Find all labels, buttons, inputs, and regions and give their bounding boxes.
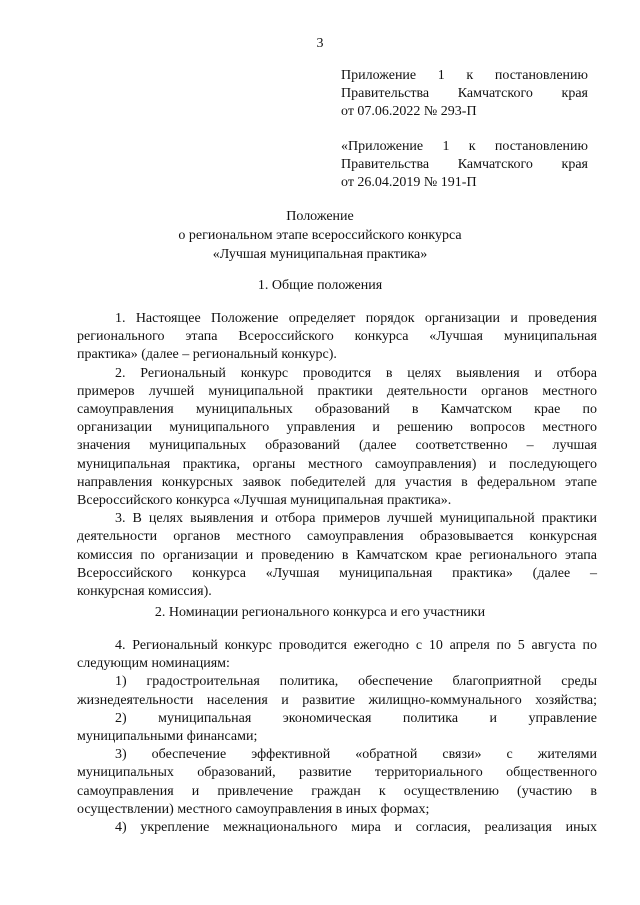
section-heading-general: 1. Общие положения [257,278,383,293]
appendix-line: Правительства Камчатского края [341,157,588,172]
paragraph-line: регионального этапа Всероссийского конкурса «Лучшая муниципальная [77,329,597,345]
appendix-line: Приложение 1 к постановлению [341,68,588,83]
appendix-line: от 26.04.2019 № 191-П [341,175,477,190]
document-title [0,207,640,264]
appendix-line: Правительства Камчатского края [341,86,588,101]
paragraph-line: муниципальных образований, развитие территориального общественного [77,765,597,781]
paragraph-line: 4) укрепление межнационального мира и согласия, реализация иных [115,820,597,836]
paragraph-line: деятельности органов местного самоуправления образовывается конкурсная [77,529,597,545]
section-general-body [77,310,597,601]
paragraph-line: организации муниципального управления и решению вопросов местного [77,420,597,436]
paragraph-line: 1. Настоящее Положение определяет порядок организации и проведения [115,311,597,326]
paragraph-line: Всероссийского конкурса «Лучшая муниципальная практика». [77,493,452,509]
paragraph-line: самоуправления и привлечение граждан к осуществлению (участию в [77,783,597,799]
section-heading-nominations: 2. Номинации регионального конкурса и его участники [154,605,486,620]
paragraph-line: практика» (далее – региональный конкурс). [77,347,337,363]
paragraph-line: комиссия по организации и проведению в Камчатском крае регионального этапа [77,547,597,563]
section-nominations-body [77,637,597,837]
paragraph-line: жизнедеятельности населения и развитие жилищно-коммунального хозяйства; [77,692,597,708]
paragraph-line: следующим номинациям: [77,656,230,672]
appendix-line: «Приложение 1 к постановлению [341,139,588,154]
title-line: «Лучшая муниципальная практика» [212,247,428,262]
paragraph-line: муниципальная практика, органы местного самоуправления) и последующего [77,456,597,472]
paragraph-line: примеров лучшей муниципальной практики деятельности органов местного [77,383,597,399]
paragraph-line: 3. В целях выявления и отбора примеров лучшей муниципальной практики [115,511,597,527]
paragraph-line: самоуправления муниципальных образований в Камчатском крае по [77,402,597,418]
appendix-block-previous [341,138,588,192]
paragraph-line: осуществлении) местного самоуправления в иных формах; [77,801,430,817]
paragraph-line: направления конкурсных заявок победителей для участия в федеральном этапе [77,474,597,490]
paragraph-line: 4. Региональный конкурс проводится ежегодно с 10 апреля по 5 августа по [115,638,597,653]
paragraph-line: 2. Региональный конкурс проводится в целях выявления и отбора [115,365,597,381]
appendix-line: от 07.06.2022 № 293-П [341,104,477,119]
paragraph-line: 2) муниципальная экономическая политика и управление [115,710,597,726]
paragraph-line: значения муниципальных образований (далее соответственно – лучшая [77,438,597,454]
title-line: о региональном этапе всероссийского конкурса [178,228,462,243]
paragraph-line: муниципальными финансами; [77,729,258,745]
paragraph-line: 3) обеспечение эффективной «обратной связи» с жителями [115,747,597,763]
page-number: 3 [316,36,324,51]
appendix-block-current [341,67,588,121]
paragraph-line: конкурсная комиссия). [77,584,212,600]
paragraph-line: 1) градостроительная политика, обеспечение благоприятной среды [115,674,597,690]
paragraph-line: Всероссийского конкурса «Лучшая муниципальная практика» (далее – [77,565,597,581]
title-line: Положение [286,209,354,224]
